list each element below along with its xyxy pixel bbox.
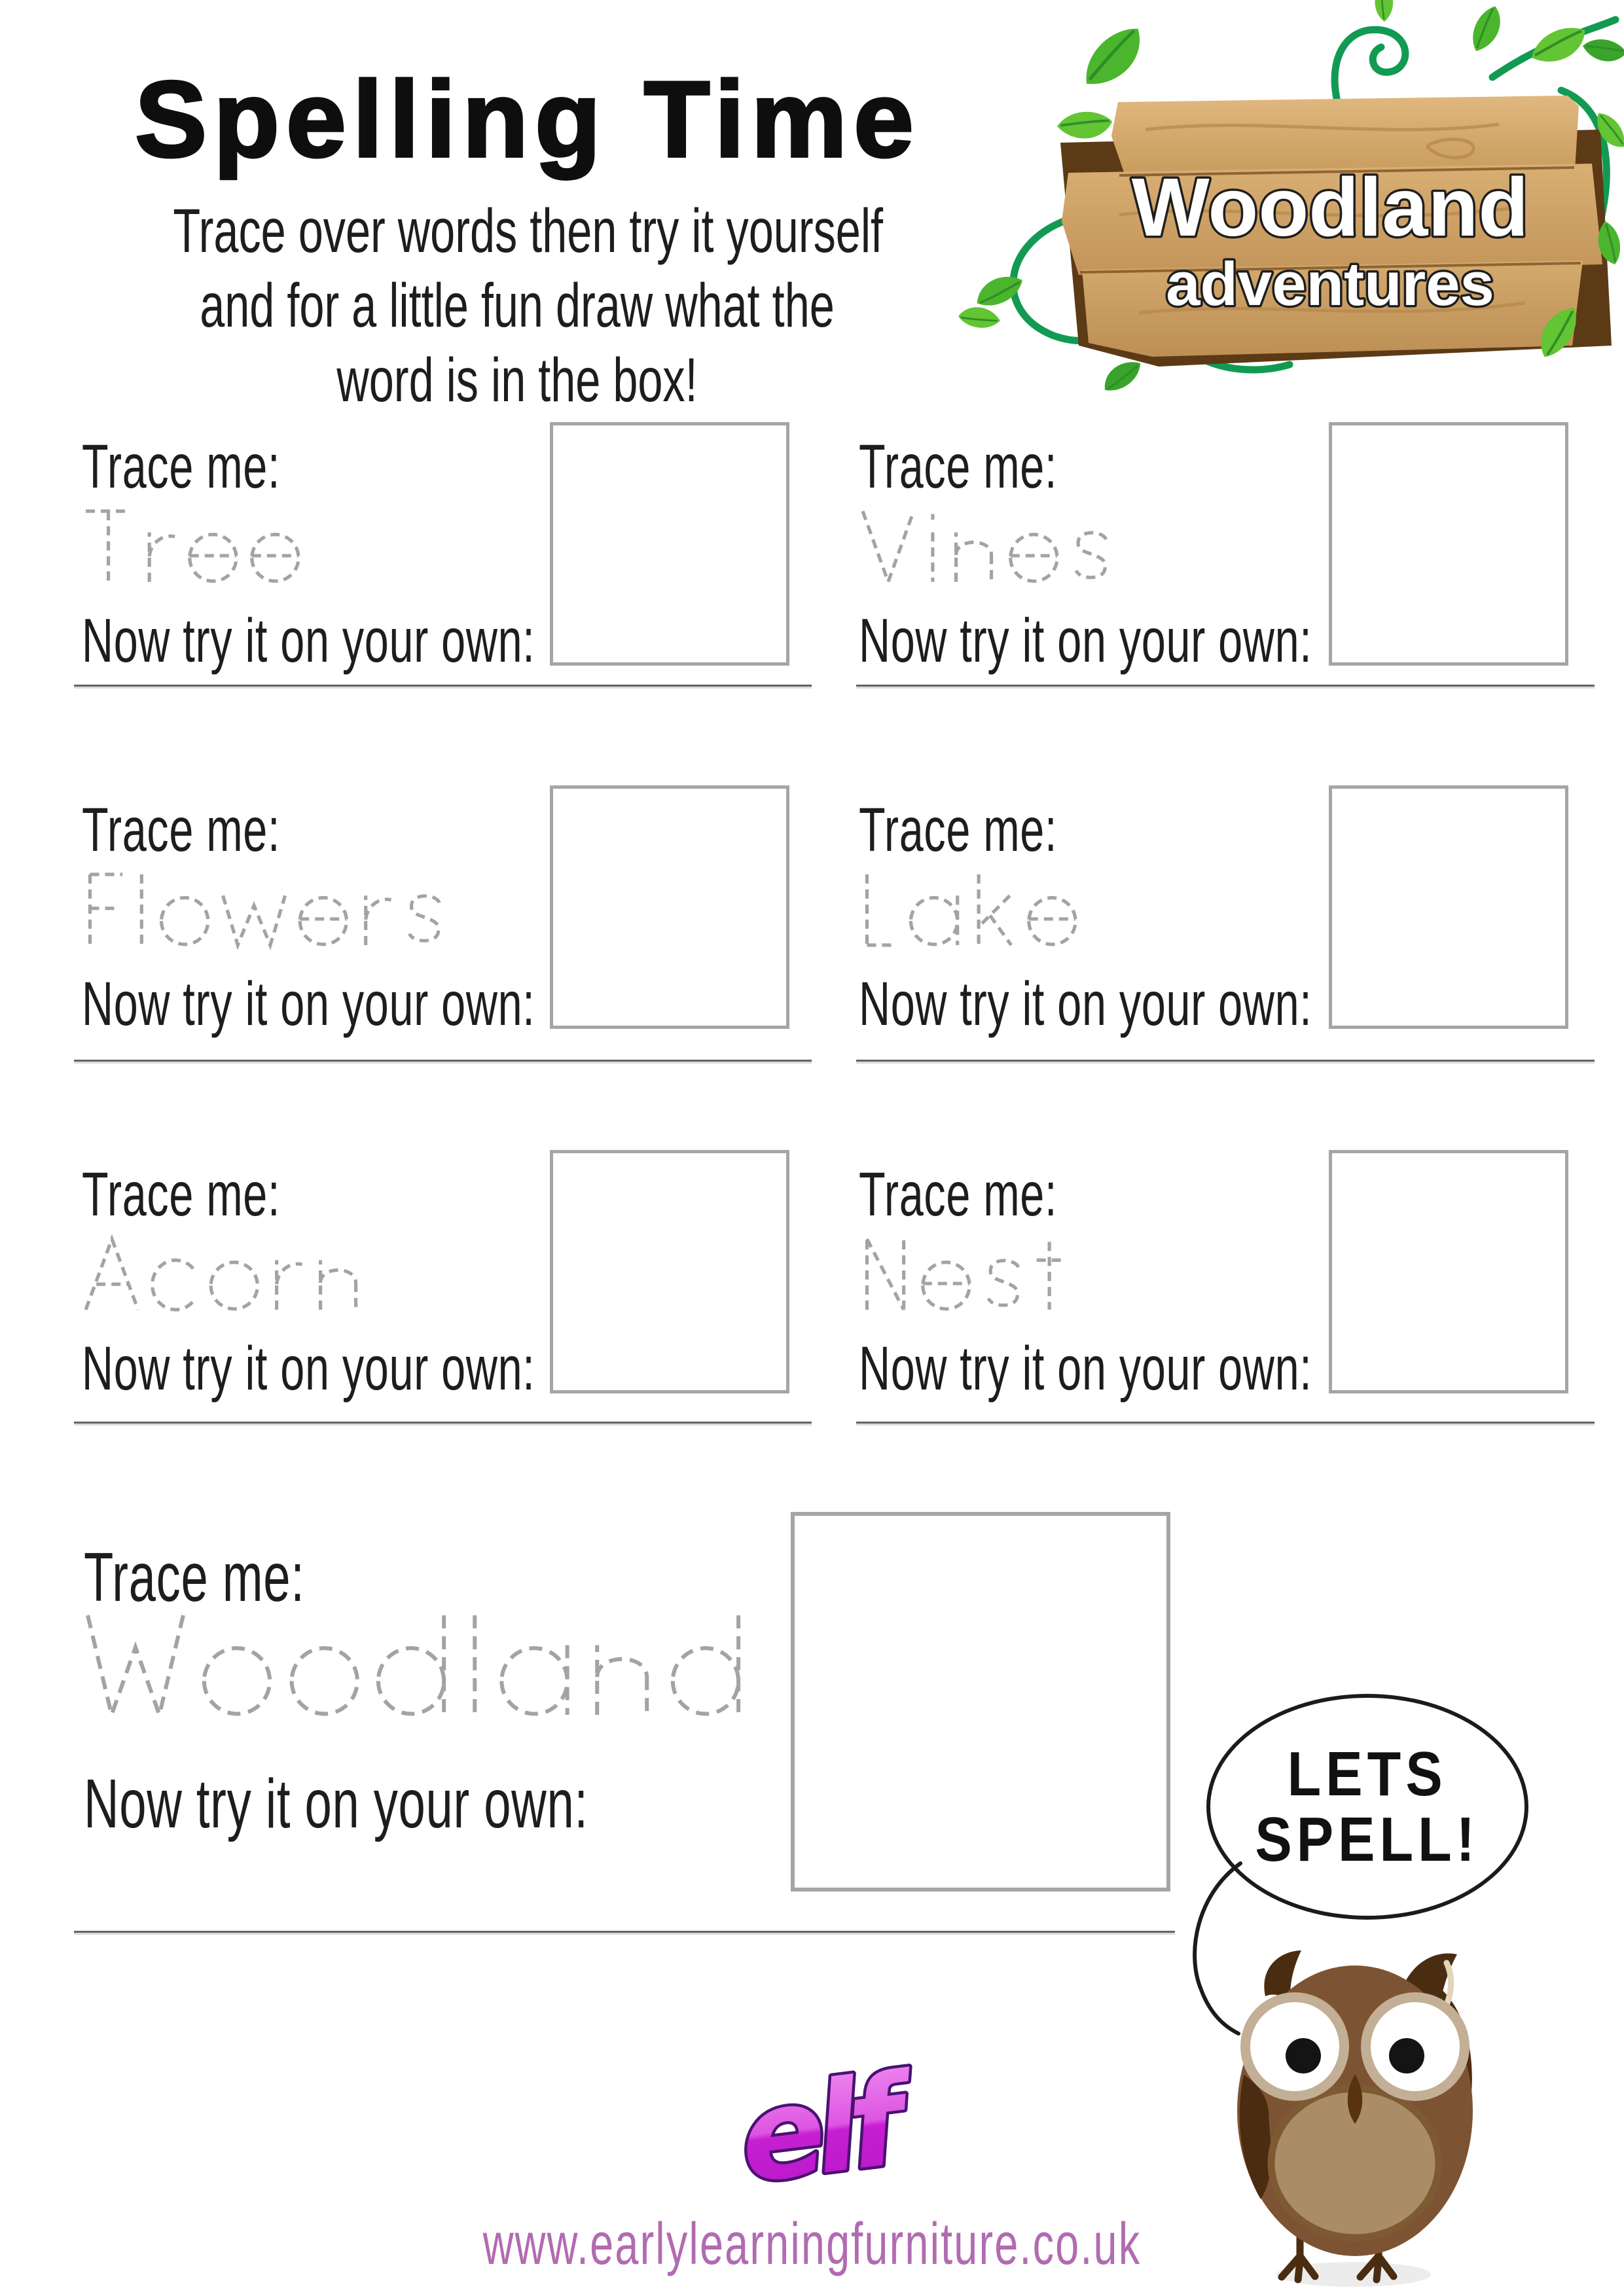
- page-title: Spelling Time: [135, 59, 920, 179]
- trace-me-label: Trace me:: [82, 795, 281, 865]
- trace-word-tree: [82, 489, 548, 600]
- sign-text: [1132, 161, 1529, 318]
- draw-box-nest: [1329, 1150, 1568, 1393]
- divider: [74, 1931, 1175, 1933]
- exercise-cell-vines: [859, 422, 1330, 710]
- owl-left-pupil: [1286, 2038, 1321, 2073]
- draw-box-vines: [1329, 422, 1568, 666]
- try-own-label: Now try it on your own:: [859, 606, 1312, 675]
- divider: [856, 1422, 1595, 1424]
- trace-word-lake: [859, 852, 1325, 963]
- divider: [856, 1060, 1595, 1062]
- woodland-adventures-logo: [923, 5, 1617, 378]
- trace-word-woodland: [84, 1588, 789, 1771]
- exercise-cell-tree: [82, 422, 553, 710]
- draw-box-flowers: [550, 785, 789, 1029]
- try-own-label: Now try it on your own:: [859, 1334, 1312, 1403]
- try-own-label: Now try it on your own:: [82, 969, 535, 1039]
- trace-me-label: Trace me:: [84, 1539, 305, 1616]
- exercise-cell-lake: [859, 785, 1330, 1073]
- trace-word-nest: [859, 1217, 1325, 1328]
- try-own-label: Now try it on your own:: [82, 606, 535, 675]
- subtitle-line-1: Trace over words then try it yourself: [173, 196, 884, 266]
- exercise-cell-flowers: [82, 785, 553, 1073]
- exercise-cell-nest: [859, 1150, 1330, 1438]
- trace-me-label: Trace me:: [859, 1160, 1058, 1229]
- trace-me-label: Trace me:: [859, 432, 1058, 501]
- try-own-label: Now try it on your own:: [859, 969, 1312, 1039]
- divider: [74, 685, 812, 687]
- page-subtitle: [173, 194, 884, 418]
- trace-me-label: Trace me:: [859, 795, 1058, 865]
- subtitle-line-3: word is in the box!: [336, 346, 698, 415]
- divider: [74, 1422, 812, 1424]
- elf-logo-text: elf: [732, 2049, 903, 2212]
- try-own-label: Now try it on your own:: [82, 1334, 535, 1403]
- try-own-label: Now try it on your own:: [84, 1765, 588, 1842]
- trace-word-vines: [859, 489, 1325, 600]
- divider: [856, 685, 1595, 687]
- trace-me-label: Trace me:: [82, 1160, 281, 1229]
- website-url: www.earlylearningfurniture.co.uk: [482, 2212, 1142, 2277]
- exercise-cell-acorn: [82, 1150, 553, 1438]
- draw-box-lake: [1329, 785, 1568, 1029]
- draw-box-tree: [550, 422, 789, 666]
- exercise-cell-woodland: [84, 1512, 797, 1905]
- draw-box-woodland: [791, 1512, 1170, 1892]
- speech-bubble-line-2: SPELL!: [1255, 1804, 1480, 1874]
- trace-word-flowers: [82, 852, 548, 963]
- trace-word-acorn: [82, 1217, 548, 1328]
- subtitle-line-2: and for a little fun draw what the: [200, 271, 835, 340]
- elf-logo: [728, 2041, 924, 2212]
- owl-right-pupil: [1389, 2038, 1424, 2073]
- draw-box-acorn: [550, 1150, 789, 1393]
- divider: [74, 1060, 812, 1062]
- speech-bubble-line-1: LETS: [1287, 1738, 1448, 1809]
- logo-subtitle-text: adventures: [1166, 249, 1494, 318]
- trace-me-label: Trace me:: [82, 432, 281, 501]
- logo-title-text: Woodland: [1131, 161, 1529, 253]
